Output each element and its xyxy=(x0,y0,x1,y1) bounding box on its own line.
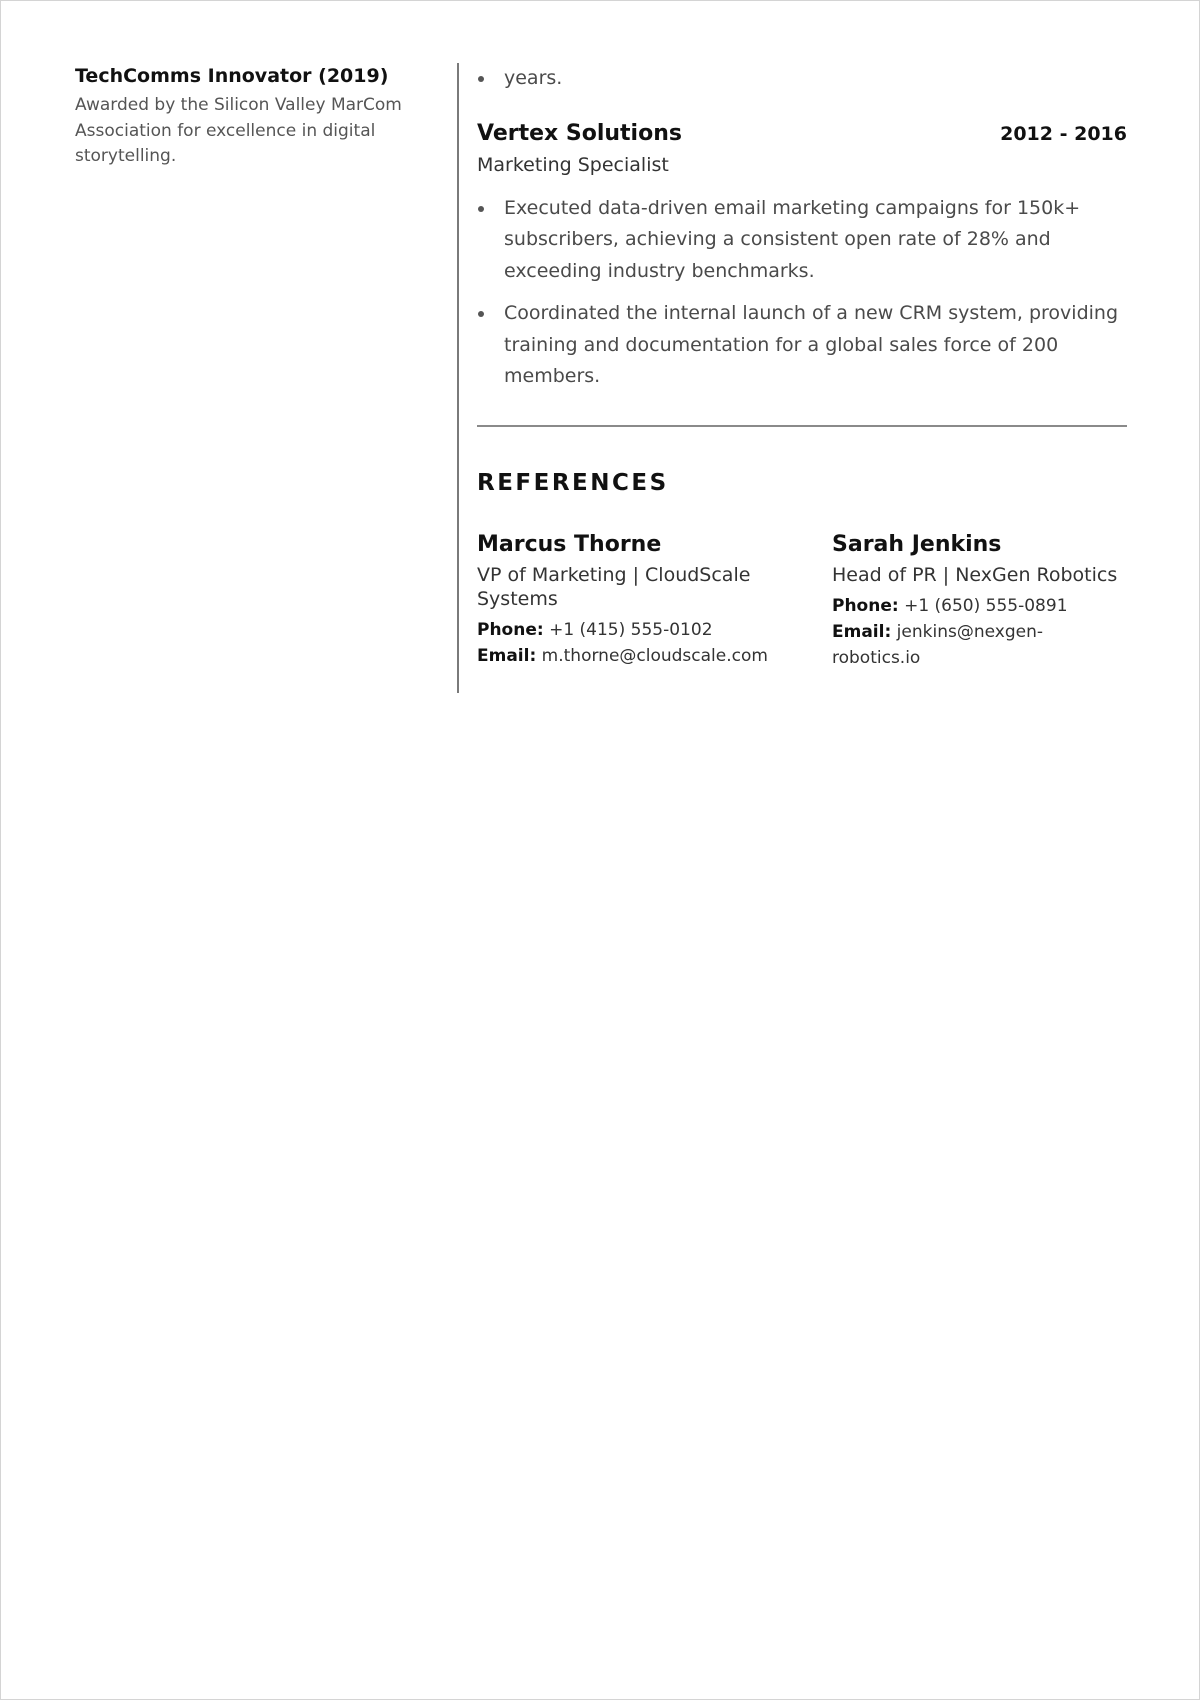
phone-label: Phone: xyxy=(477,619,544,640)
column-divider xyxy=(457,63,459,693)
section-divider xyxy=(477,425,1127,427)
reference-card xyxy=(832,531,1127,671)
job-years: 2012 - 2016 xyxy=(1000,122,1127,145)
list-item: Coordinated the internal launch of a new CRM system, providing training and documentation for a global sales force of 200 members. xyxy=(477,298,1127,393)
phone-value: +1 (415) 555-0102 xyxy=(549,619,713,640)
left-column xyxy=(75,63,415,170)
phone-label: Phone: xyxy=(832,595,899,616)
company-name: Vertex Solutions xyxy=(477,120,682,146)
award-description: Awarded by the Silicon Valley MarCom Association for excellence in digital storytelling. xyxy=(75,95,402,166)
reference-title: Head of PR | NexGen Robotics xyxy=(832,563,1118,586)
phone-value: +1 (650) 555-0891 xyxy=(904,595,1068,616)
references-list xyxy=(477,531,1127,671)
email-value: m.thorne@cloudscale.com xyxy=(541,645,768,666)
reference-email xyxy=(832,619,1127,671)
right-column xyxy=(477,63,1127,671)
reference-phone xyxy=(832,593,1127,619)
email-value: jenkins@nexgen-robotics.io xyxy=(832,621,1043,668)
reference-phone xyxy=(477,617,832,643)
continued-bullet-list xyxy=(477,63,1127,95)
award-title: TechComms Innovator (2019) xyxy=(75,65,389,87)
reference-email xyxy=(477,643,832,669)
list-item: Executed data-driven email marketing campaigns for 150k+ subscribers, achieving a consistent open rate of 28% and exceeding industry benchmarks. xyxy=(477,193,1127,288)
job-bullet-list xyxy=(477,193,1127,393)
email-label: Email: xyxy=(477,645,537,666)
list-item: years. xyxy=(477,63,1127,95)
job-entry xyxy=(477,119,1127,393)
reference-name: Marcus Thorne xyxy=(477,531,662,557)
reference-name: Sarah Jenkins xyxy=(832,531,1002,557)
job-header xyxy=(477,119,1127,149)
award-entry xyxy=(75,63,415,170)
references-heading: REFERENCES xyxy=(477,469,669,496)
reference-card xyxy=(477,531,832,671)
email-label: Email: xyxy=(832,621,892,642)
reference-title: VP of Marketing | CloudScale Systems xyxy=(477,563,751,610)
job-role: Marketing Specialist xyxy=(477,153,669,176)
